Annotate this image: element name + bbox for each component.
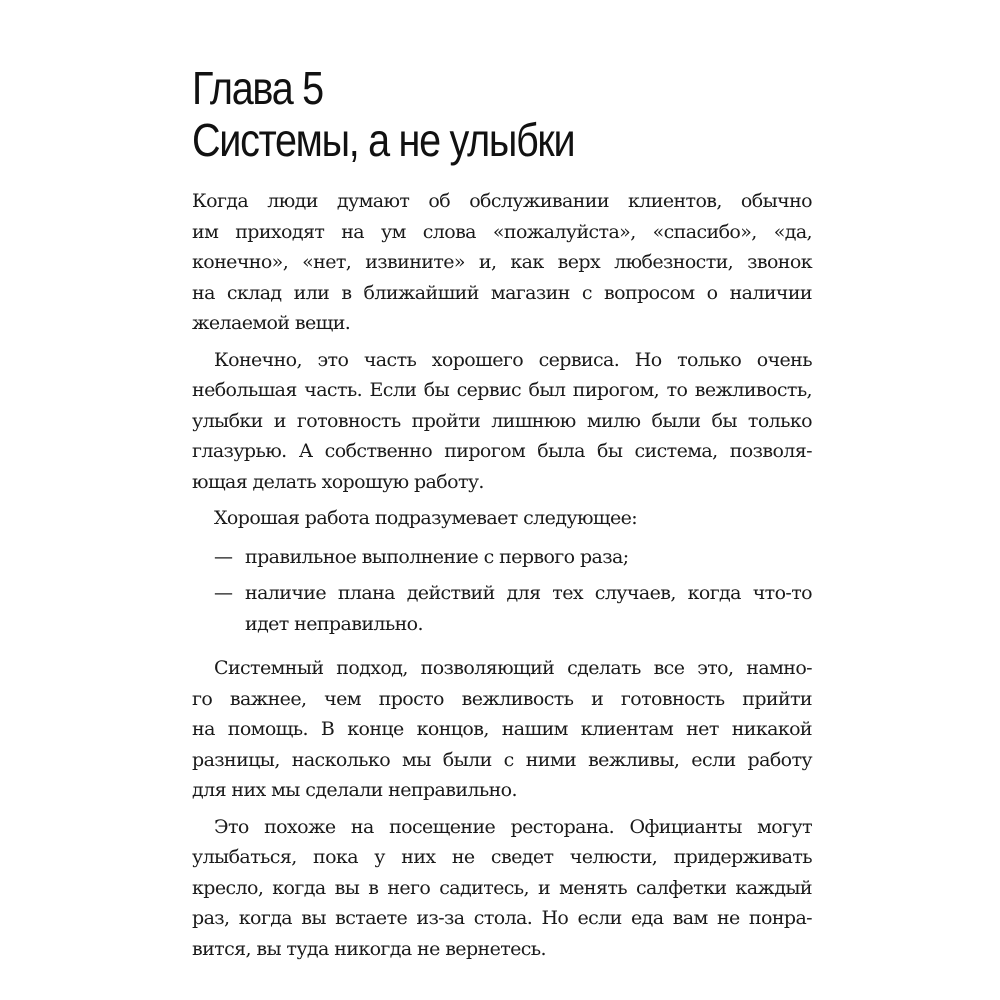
list-item-body	[245, 542, 812, 573]
paragraph-4	[192, 653, 812, 806]
list-item	[214, 578, 812, 639]
chapter-number: Глава 5	[192, 62, 323, 114]
text-line: вится, вы туда никогда не вернетесь.	[192, 937, 546, 960]
paragraph-1	[192, 186, 812, 339]
text-line: им приходят на ум слова «пожалуйста», «спасибо», «да,	[192, 220, 812, 243]
text-line: улыбаться, пока у них не сведет челюсти, придерживать	[192, 846, 812, 868]
body-text	[192, 186, 812, 964]
text-line: кресло, когда вы в него садитесь, и менять салфетки каждый	[192, 876, 812, 899]
list-dash: —	[214, 582, 233, 604]
book-page	[192, 62, 812, 970]
text-line: Конечно, это часть хорошего сервиса. Но только очень	[214, 348, 812, 371]
text-line: идет неправильно.	[245, 612, 423, 635]
text-line: на склад или в ближайший магазин с вопросом о наличии	[192, 281, 812, 304]
paragraph-3	[192, 503, 812, 534]
text-line: для них мы сделали неправильно.	[192, 779, 517, 801]
requirements-list	[192, 542, 812, 640]
text-line: конечно», «нет, извините» и, как верх любезности, звонок	[192, 251, 812, 273]
text-line: на помощь. В конце концов, нашим клиентам нет никакой	[192, 718, 812, 740]
text-line: правильное выполнение с первого раза;	[245, 545, 629, 568]
text-line: улыбки и готовность пройти лишнюю милю были бы только	[192, 409, 812, 432]
text-line: Это похоже на посещение ресторана. Официанты могут	[214, 815, 812, 838]
paragraph-2	[192, 345, 812, 498]
text-line: Системный подход, позволяющий сделать все это, намно-	[214, 657, 812, 679]
text-line: наличие плана действий для тех случаев, когда что-то	[245, 582, 812, 604]
text-line: глазурью. А собственно пирогом была бы система, позволя-	[192, 440, 812, 462]
text-line: желаемой вещи.	[192, 312, 351, 334]
list-item	[214, 542, 812, 573]
text-line: го важнее, чем просто вежливость и готовность прийти	[192, 687, 812, 710]
text-line: разницы, насколько мы были с ними вежливы, если работу	[192, 748, 812, 771]
text-line: раз, когда вы встаете из-за стола. Но если еда вам не понра-	[192, 907, 812, 929]
paragraph-5	[192, 812, 812, 965]
chapter-title	[192, 62, 725, 166]
text-line: Хорошая работа подразумевает следующее:	[214, 507, 638, 529]
chapter-name: Системы, а не улыбки	[192, 114, 575, 166]
list-dash: —	[214, 545, 233, 568]
list-item-body	[245, 578, 812, 639]
text-line: Когда люди думают об обслуживании клиентов, обычно	[192, 190, 812, 212]
text-line: ющая делать хорошую работу.	[192, 470, 484, 493]
text-line: небольшая часть. Если бы сервис был пирогом, то вежливость,	[192, 379, 812, 401]
